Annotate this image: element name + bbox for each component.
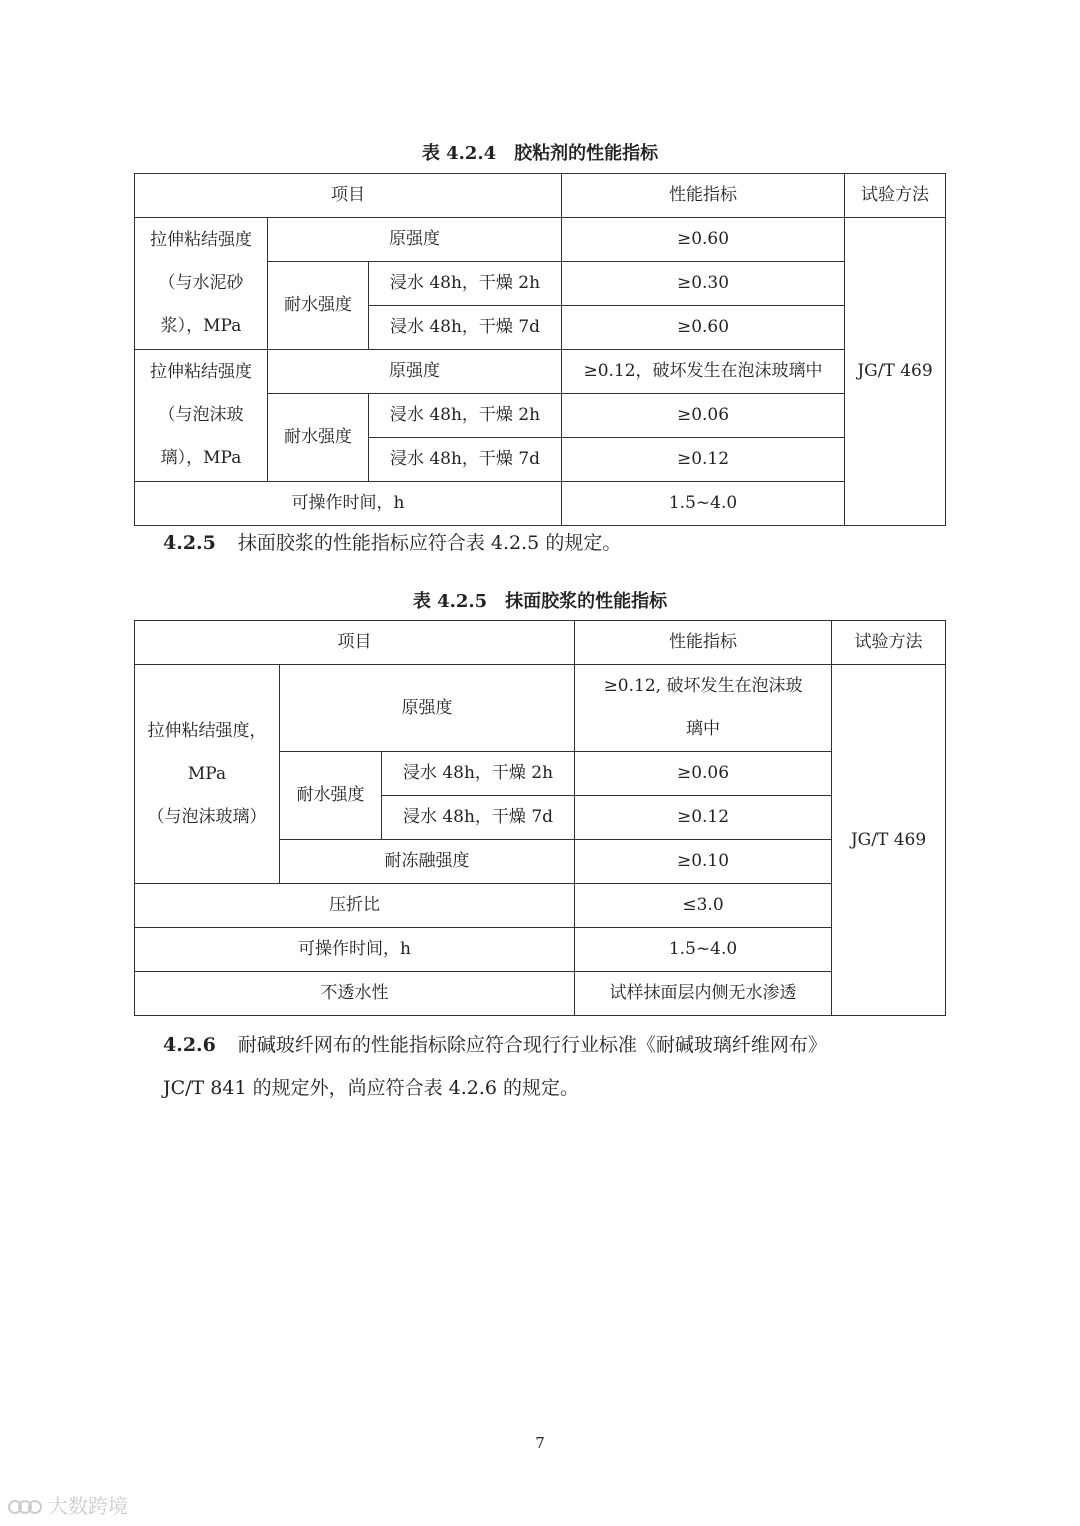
value-cell: 试样抹面层内侧无水渗透 [575, 972, 832, 1016]
group-label-foam-glass: 拉伸粘结强度， MPa （与泡沫玻璃） [135, 665, 280, 884]
table-4-2-5 [134, 620, 946, 1016]
table-row [135, 665, 946, 752]
value-cell: 1.5~4.0 [562, 482, 845, 526]
original-strength-label: 原强度 [268, 350, 562, 394]
table-4-2-4-caption: 表 4.2.4 胶粘剂的性能指标 [421, 143, 659, 164]
compression-ratio-label: 压折比 [135, 884, 575, 928]
value-cell: ≥0.12，破坏发生在泡沫玻璃中 [562, 350, 845, 394]
table-row [135, 218, 946, 262]
value-cell: 1.5~4.0 [575, 928, 832, 972]
clause-number: 4.2.6 [163, 1034, 216, 1056]
test-method-cell: JG/T 469 [832, 665, 946, 1016]
clause-4-2-6 [163, 1024, 953, 1067]
condition-label: 浸水 48h，干燥 7d [369, 438, 562, 482]
water-strength-label: 耐水强度 [268, 262, 369, 350]
original-strength-label: 原强度 [280, 665, 575, 752]
watermark [8, 1490, 128, 1519]
value-cell: ≤3.0 [575, 884, 832, 928]
table-row [135, 482, 946, 526]
table-row [135, 972, 946, 1016]
header-test-method: 试验方法 [832, 621, 946, 665]
header-item: 项目 [135, 621, 575, 665]
freeze-thaw-label: 耐冻融强度 [280, 840, 575, 884]
condition-label: 浸水 48h，干燥 2h [369, 394, 562, 438]
table-row [135, 350, 946, 394]
open-time-label: 可操作时间，h [135, 928, 575, 972]
condition-label: 浸水 48h，干燥 7d [369, 306, 562, 350]
watermark-logo-icon [8, 1494, 42, 1516]
value-cell: ≥0.12 [575, 796, 832, 840]
value-cell: ≥0.06 [575, 752, 832, 796]
header-performance: 性能指标 [575, 621, 832, 665]
value-cell: ≥0.12, 破坏发生在泡沫玻 璃中 [575, 665, 832, 752]
table-header-row [135, 174, 946, 218]
water-strength-label: 耐水强度 [280, 752, 382, 840]
test-method-cell: JG/T 469 [845, 218, 946, 526]
condition-label: 浸水 48h，干燥 2h [369, 262, 562, 306]
condition-label: 浸水 48h，干燥 2h [382, 752, 575, 796]
header-performance: 性能指标 [562, 174, 845, 218]
table-row [135, 928, 946, 972]
water-strength-label: 耐水强度 [268, 394, 369, 482]
value-cell: ≥0.60 [562, 306, 845, 350]
original-strength-label: 原强度 [268, 218, 562, 262]
clause-4-2-6-continued: JC/T 841 的规定外，尚应符合表 4.2.6 的规定。 [163, 1077, 579, 1099]
page-number: 7 [535, 1434, 545, 1452]
condition-label: 浸水 48h，干燥 7d [382, 796, 575, 840]
clause-text: 耐碱玻纤网布的性能指标除应符合现行行业标准《耐碱玻璃纤维网布》 [237, 1034, 827, 1056]
clause-4-2-5 [163, 522, 953, 565]
impermeability-label: 不透水性 [135, 972, 575, 1016]
value-cell: ≥0.12 [562, 438, 845, 482]
value-cell: ≥0.30 [562, 262, 845, 306]
value-cell: ≥0.10 [575, 840, 832, 884]
watermark-text: 大数跨境 [48, 1494, 128, 1518]
clause-number: 4.2.5 [163, 532, 216, 554]
value-cell: ≥0.60 [562, 218, 845, 262]
table-row [135, 884, 946, 928]
group-label-foam-glass: 拉伸粘结强度 （与泡沫玻 璃），MPa [135, 350, 268, 482]
table-4-2-5-caption: 表 4.2.5 抹面胶浆的性能指标 [412, 591, 668, 612]
table-header-row [135, 621, 946, 665]
header-test-method: 试验方法 [845, 174, 946, 218]
header-item: 项目 [135, 174, 562, 218]
value-cell: ≥0.06 [562, 394, 845, 438]
group-label-mortar: 拉伸粘结强度 （与水泥砂 浆），MPa [135, 218, 268, 350]
clause-text: 抹面胶浆的性能指标应符合表 4.2.5 的规定。 [237, 532, 622, 554]
table-4-2-4 [134, 173, 946, 526]
open-time-label: 可操作时间，h [135, 482, 562, 526]
